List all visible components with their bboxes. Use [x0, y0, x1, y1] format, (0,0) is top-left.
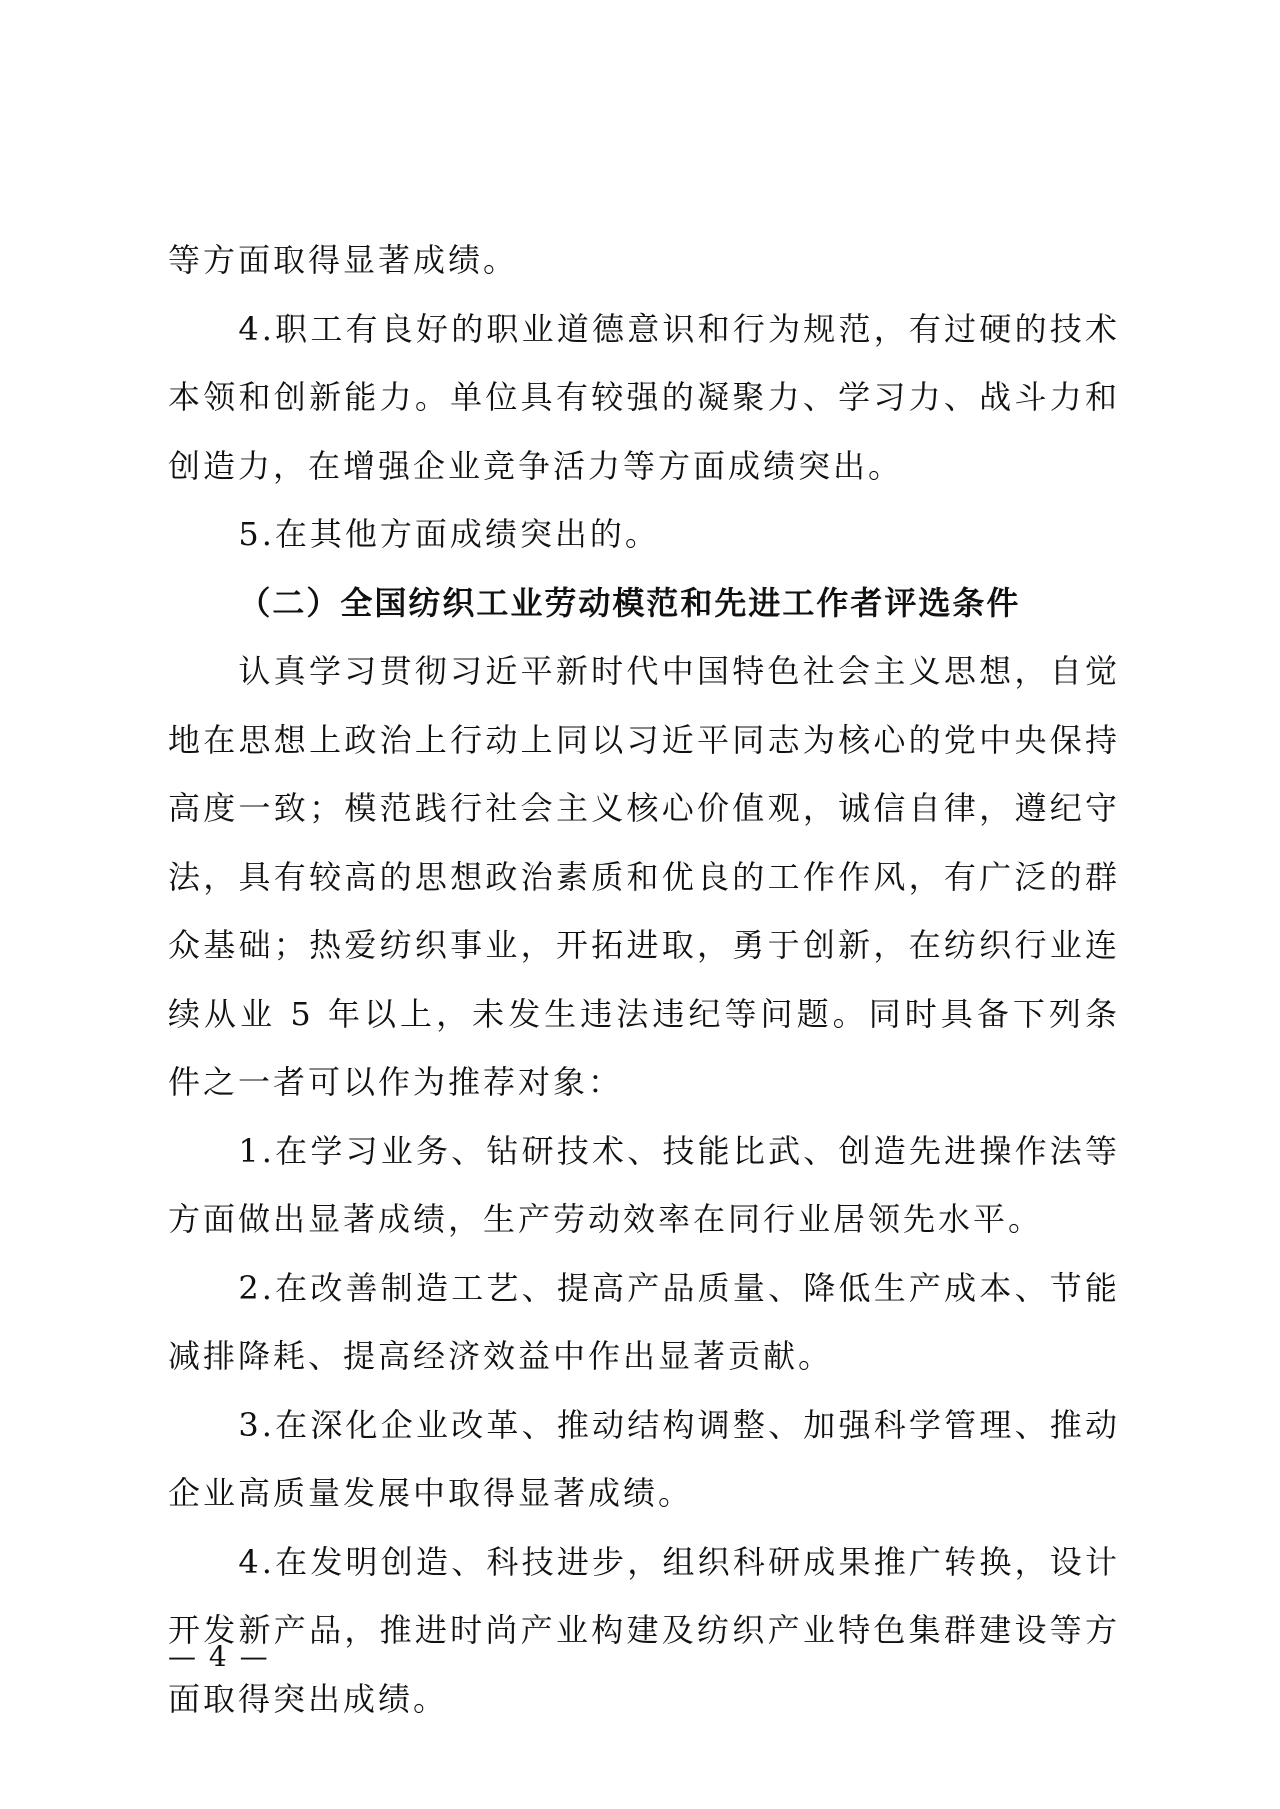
- page-number: — 4 —: [168, 1640, 270, 1673]
- paragraph-section-item-1: 1.在学习业务、钻研技术、技能比武、创造先进操作法等方面做出显著成绩，生产劳动效率在同行业居领先水平。: [168, 1131, 1120, 1238]
- paragraph-section-item-2: 2.在改善制造工艺、提高产品质量、降低生产成本、节能减排降耗、提高经济效益中作出显著贡献。: [168, 1268, 1120, 1375]
- paragraph-section-intro: 认真学习贯彻习近平新时代中国特色社会主义思想，自觉地在思想上政治上行动上同以习近平同志为核心的党中央保持高度一致；模范践行社会主义核心价值观，诚信自律，遵纪守法，具有较高的思想政治素质和优良的工作作风，有广泛的群众基础；热爱纺织事业，开拓进取，勇于创新，在纺织行业连续从业 5 年以上，未发生违法违纪等问题。同时具备下列条件之一者可以作为推荐对象：: [168, 652, 1120, 1101]
- paragraph-section-item-4: 4.在发明创造、科技进步，组织科研成果推广转换，设计开发新产品，推进时尚产业构建及纺织产业特色集群建设等方面取得突出成绩。: [168, 1542, 1120, 1718]
- paragraph-item-4: 4.职工有良好的职业道德意识和行为规范，有过硬的技术本领和创新能力。单位具有较强的凝聚力、学习力、战斗力和创造力，在增强企业竞争活力等方面成绩突出。: [168, 309, 1120, 485]
- document-body: [168, 226, 1120, 1733]
- paragraph-section-item-3: 3.在深化企业改革、推动结构调整、加强科学管理、推动企业高质量发展中取得显著成绩。: [168, 1405, 1120, 1512]
- paragraph-continuation: 等方面取得显著成绩。: [168, 241, 519, 279]
- section-heading: （二）全国纺织工业劳动模范和先进工作者评选条件: [238, 583, 1021, 622]
- paragraph-item-5: 5.在其他方面成绩突出的。: [238, 515, 660, 553]
